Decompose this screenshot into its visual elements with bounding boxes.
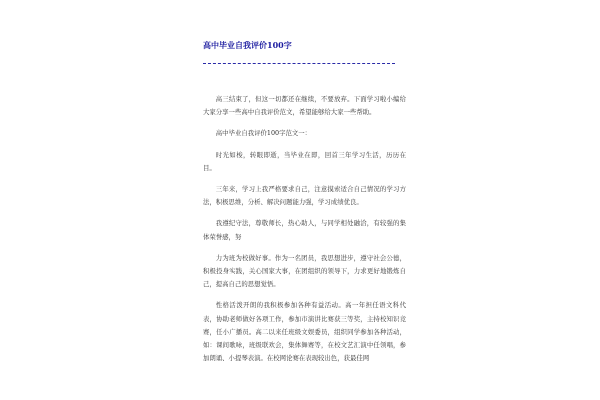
document-body: [203, 93, 406, 373]
document-title: 高中毕业自我评价100字: [203, 40, 292, 50]
paragraph-time: 时光如梭，转眼即逝，当毕业在即，回首三年学习生活，历历在目。: [203, 150, 406, 172]
paragraph-discipline: 我遵纪守法，尊敬师长，热心助人，与同学相处融洽，有较强的集体荣誉感，努: [203, 219, 406, 241]
paragraph-study: 三年来，学习上我严格要求自己，注意摸索适合自己情况的学习方法，积极思维，分析、解决问题能力强，学习成绩优良。: [203, 185, 406, 207]
paragraph-activities: 性格活泼开朗的我积极参加各种有益活动。高一年担任语文科代表，协助老师做好各项工作，参加市演讲比赛获三等奖，主持校知识竞赛，任小广播员。高二以来任班级文娱委员，组织同学参加各种活动，如：课间歌咏，班级联欢会，集体舞赛等，在校文艺汇演中任领唱，参加朗诵、小提琴表演。在校网论赛在表现较出色，获最佳网: [203, 301, 406, 363]
paragraph-intro: 高三结束了，但这一切都还在继续，不要放弃。下面学习啦小编给大家分享一些高中自我评价范文，希望能够给大家一些帮助。: [203, 95, 406, 117]
paragraph-sample-heading: 高中毕业自我评价100字范文一：: [215, 129, 312, 138]
title-divider: [203, 63, 395, 64]
paragraph-league-member: 力为班为校做好事。作为一名团员，我思想进步，遵守社会公德，积极投身实践，关心国家大事，在团组织的领导下，力求更好地锻炼自己，提高自己的思想觉悟。: [203, 253, 406, 289]
